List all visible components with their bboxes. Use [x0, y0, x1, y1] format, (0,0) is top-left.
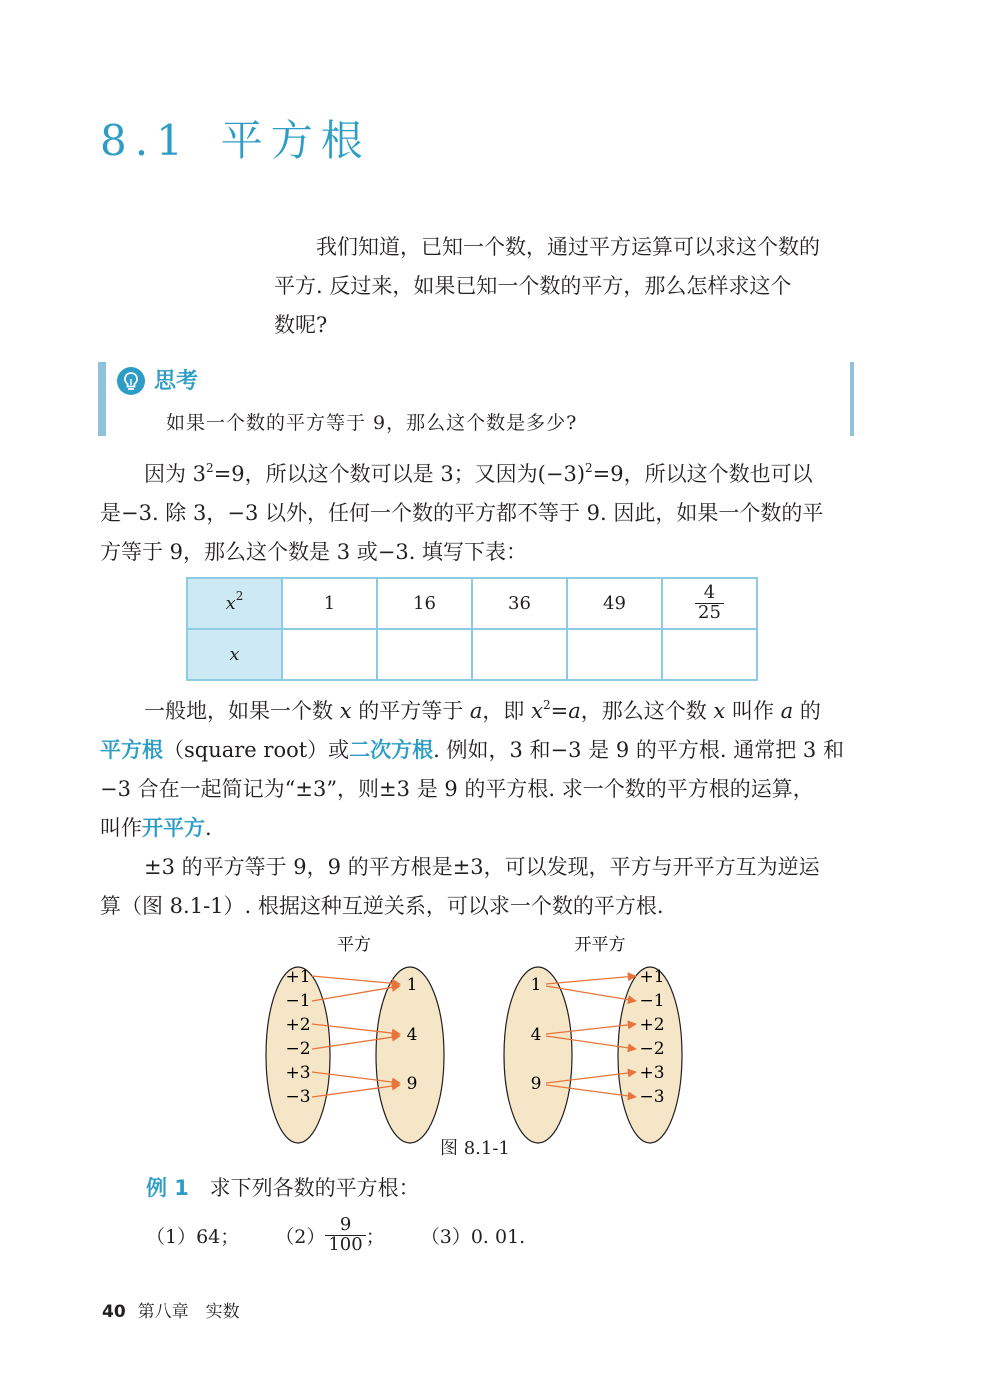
- think-label: 思考: [154, 369, 199, 394]
- arrow: [312, 976, 400, 984]
- arrow: [546, 976, 636, 984]
- left-diagram: [266, 967, 444, 1143]
- example-item-2-fraction: [325, 1216, 365, 1255]
- paragraph-3: [100, 848, 820, 926]
- left-title: 平方: [337, 935, 371, 955]
- text-span: 的平方等于: [351, 699, 470, 723]
- variable-x: x: [339, 699, 352, 723]
- example-item-2-prefix: （2）: [275, 1225, 326, 1248]
- denominator: 100: [328, 1233, 363, 1255]
- variable-x: x: [229, 644, 240, 665]
- set-element: +3: [639, 1063, 665, 1083]
- numerator: 4: [695, 584, 724, 604]
- text-span: . 例如，3 和−3 是 9 的平方根. 通常把 3 和: [433, 738, 844, 762]
- text-span: ，那么这个数: [580, 699, 714, 723]
- example-line: [146, 1172, 420, 1202]
- paragraph-1-line-3: 方等于 9，那么这个数是 3 或−3. 填写下表：: [100, 540, 528, 564]
- think-box-left-bar: [98, 362, 106, 436]
- table-header-x: [187, 629, 282, 680]
- paragraph-2-line-3: −3 合在一起简记为“±3”，则±3 是 9 的平方根. 求一个数的平方根的运算，: [100, 777, 814, 801]
- table-header-x-squared: [187, 578, 282, 629]
- intro-paragraph: [274, 228, 820, 345]
- text-span: =: [550, 699, 569, 723]
- fraction: [695, 584, 724, 623]
- intro-line: 我们知道，已知一个数，通过平方运算可以求这个数的: [316, 235, 820, 259]
- superscript: 2: [206, 461, 214, 475]
- paragraph-3-line-1: ±3 的平方等于 9，9 的平方根是±3，可以发现，平方与开平方互为逆运: [144, 855, 820, 879]
- paragraph-1-line-2: 是−3. 除 3，−3 以外，任何一个数的平方都不等于 9. 因此，如果一个数的平: [100, 501, 824, 525]
- superscript: 2: [542, 698, 551, 712]
- variable-x: x: [713, 699, 726, 723]
- superscript: 2: [585, 461, 593, 475]
- set-element: 1: [530, 975, 542, 995]
- example-item-2-suffix: ；: [365, 1225, 385, 1248]
- set-element: +1: [285, 967, 311, 987]
- set-element: 9: [530, 1074, 542, 1094]
- right-title: 开平方: [574, 935, 626, 955]
- section-name: 平方根: [220, 116, 371, 165]
- think-box-right-bar: [850, 362, 854, 436]
- table-cell: 16: [377, 578, 472, 629]
- intro-line: 平方. 反过来，如果已知一个数的平方，那么怎样求这个: [274, 274, 792, 298]
- section-number: 8.1: [100, 116, 191, 165]
- variable-a: a: [469, 699, 483, 723]
- table-cell-empty[interactable]: [377, 629, 472, 680]
- example-item-1: （1）64；: [146, 1225, 240, 1248]
- set-element: 4: [406, 1025, 418, 1045]
- denominator: 25: [698, 602, 721, 623]
- table-cell-fraction: [662, 578, 757, 629]
- set-element: 1: [406, 975, 418, 995]
- example-text: 求下列各数的平方根：: [209, 1176, 420, 1200]
- text-span: 的: [793, 699, 821, 723]
- paragraph-2-line-2: [100, 731, 844, 770]
- figure-caption: 图 8.1-1: [440, 1138, 510, 1159]
- table-cell: 1: [282, 578, 377, 629]
- text-span: 叫作: [725, 699, 781, 723]
- table-cell-empty[interactable]: [472, 629, 567, 680]
- section-title: [100, 108, 371, 168]
- term-square-root: 平方根: [100, 738, 163, 762]
- text-span: 一般地，如果一个数: [144, 699, 340, 723]
- example-item-3: （3）0. 01.: [420, 1225, 526, 1248]
- variable-a: a: [780, 699, 794, 723]
- text-span: =9，所以这个数可以是 3；又因为(−3): [213, 462, 586, 486]
- example-items: [146, 1216, 525, 1255]
- table-cell-empty[interactable]: [662, 629, 757, 680]
- set-element: 4: [530, 1025, 542, 1045]
- variable-x: x: [531, 699, 543, 723]
- text-span: ，即: [482, 699, 532, 723]
- inverse-operation-diagram: [240, 930, 760, 1160]
- table-cell-empty[interactable]: [567, 629, 662, 680]
- paragraph-3-line-2: 算（图 8.1-1）. 根据这种互逆关系，可以求一个数的平方根.: [100, 894, 664, 918]
- intro-line: 数呢?: [274, 313, 328, 337]
- example-label: 例 1: [146, 1176, 189, 1200]
- lightbulb-icon: [116, 366, 146, 396]
- variable-x: x: [225, 593, 236, 614]
- table-row: [187, 578, 757, 629]
- paragraph-2: [100, 692, 844, 848]
- table-cell-empty[interactable]: [282, 629, 377, 680]
- set-element: −1: [285, 991, 311, 1011]
- term-extract-square-root: 开平方: [142, 816, 205, 840]
- set-element: −3: [285, 1087, 311, 1107]
- numerator: 9: [325, 1216, 365, 1236]
- set-element: +2: [639, 1015, 665, 1035]
- table-cell: 36: [472, 578, 567, 629]
- text-span: 叫作: [100, 816, 142, 840]
- table-cell: 49: [567, 578, 662, 629]
- set-element: +1: [639, 967, 665, 987]
- text-span: （square root）或: [163, 738, 350, 762]
- square-table: [186, 577, 758, 681]
- superscript: 2: [235, 589, 244, 603]
- right-diagram: [504, 967, 682, 1143]
- set-element: 9: [406, 1074, 418, 1094]
- set-element: +2: [285, 1015, 311, 1035]
- page-number: 40: [102, 1302, 126, 1322]
- term-quadratic-root: 二次方根: [349, 738, 434, 762]
- paragraph-1: [100, 455, 823, 572]
- set-element: −1: [639, 991, 665, 1011]
- paragraph-2-line-1: [100, 692, 844, 731]
- text-span: .: [205, 816, 212, 840]
- page-footer: [102, 1297, 240, 1322]
- set-element: −3: [639, 1087, 665, 1107]
- chapter-name: 第八章 实数: [137, 1302, 240, 1322]
- table-row: [187, 629, 757, 680]
- text-span: 因为 3: [144, 462, 207, 486]
- text-span: =9，所以这个数也可以: [592, 462, 813, 486]
- set-element: −2: [285, 1039, 311, 1059]
- think-box: [98, 362, 854, 436]
- set-element: −2: [639, 1039, 665, 1059]
- paragraph-2-line-4: [100, 809, 844, 848]
- think-question: 如果一个数的平方等于 9，那么这个数是多少?: [166, 412, 578, 434]
- paragraph-1-line-1: [100, 455, 823, 494]
- set-element: +3: [285, 1063, 311, 1083]
- variable-a: a: [568, 699, 581, 723]
